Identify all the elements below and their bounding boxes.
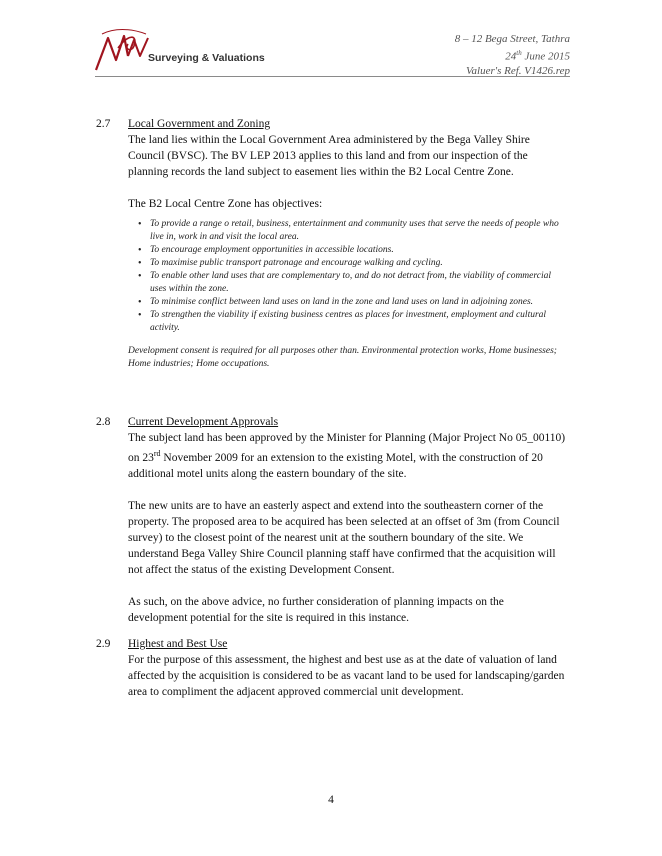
section-2-8 — [96, 414, 566, 626]
logo-mark-icon — [94, 26, 294, 76]
page-number: 4 — [328, 794, 334, 806]
paragraph: The land lies within the Local Government Area administered by the Bega Valley Shire Council (BVSC). The BV LEP 2013 applies to this land and from our inspection of the planning records the land subject to easement lies within the B2 Local Centre Zone. — [128, 134, 530, 178]
list-item: • To provide a range o retail, business, entertainment and community uses that serve the needs of people who live in, work in and visit the local area. — [140, 218, 566, 244]
header-divider — [95, 76, 570, 77]
objectives-list — [128, 218, 566, 335]
paragraph: The B2 Local Centre Zone has objectives: — [128, 198, 323, 210]
logo-text: Surveying & Valuations — [148, 52, 265, 64]
list-item: • To minimise conflict between land uses on land in the zone and land uses on land in adjoining zones. — [140, 296, 566, 309]
section-title: Local Government and Zoning — [128, 118, 271, 130]
header-address: 8 – 12 Bega Street, Tathra — [454, 33, 570, 45]
header-ref: Valuer's Ref. V1426.rep — [466, 64, 570, 77]
header-date: 24th June 2015 — [505, 49, 570, 63]
paragraph: For the purpose of this assessment, the highest and best use as at the date of valuation of land affected by the acquisition is considered to be as vacant land to be used for landscaping/garden area to compliment the adjacent approved commercial unit development. — [128, 654, 565, 698]
page-header-info — [430, 32, 570, 78]
paragraph: The new units are to have an easterly aspect and extend into the southeastern corner of the property. The proposed area to be acquired has been selected at an offset of 3m (from Council survey) to the closest point of the nearest unit at the southern boundary of the site. We understand Bega Valley Shire Council planning staff have confirmed that the acquisition will not affect the status of the existing Development Consent. — [128, 499, 560, 576]
section-number: 2.7 — [96, 118, 111, 130]
list-item: • To encourage employment opportunities in accessible locations. — [140, 244, 566, 257]
company-logo — [94, 26, 294, 76]
section-number: 2.8 — [96, 416, 111, 428]
paragraph: As such, on the above advice, no further consideration of planning impacts on the development potential for the site is required in this instance. — [128, 595, 504, 624]
consent-note: Development consent is required for all purposes other than. Environmental protection works, Home businesses; Home industries; Home occupations. — [128, 346, 557, 369]
section-2-7 — [96, 116, 566, 371]
list-item: • To strengthen the viability if existing business centres as places for investment, employment and cultural activity. — [140, 309, 566, 335]
paragraph: The subject land has been approved by the Minister for Planning (Major Project No 05_00110) on 23rd November 2009 for an extension to the existing Motel, with the construction of 20 additional motel units along the eastern boundary of the site. — [128, 432, 566, 480]
list-item: • To enable other land uses that are complementary to, and do not detract from, the viability of commercial uses within the zone. — [140, 270, 566, 296]
list-item: • To maximise public transport patronage and encourage walking and cycling. — [140, 257, 566, 270]
section-title: Current Development Approvals — [128, 416, 279, 428]
section-title: Highest and Best Use — [128, 638, 228, 650]
section-2-9 — [96, 636, 566, 700]
section-number: 2.9 — [96, 638, 111, 650]
